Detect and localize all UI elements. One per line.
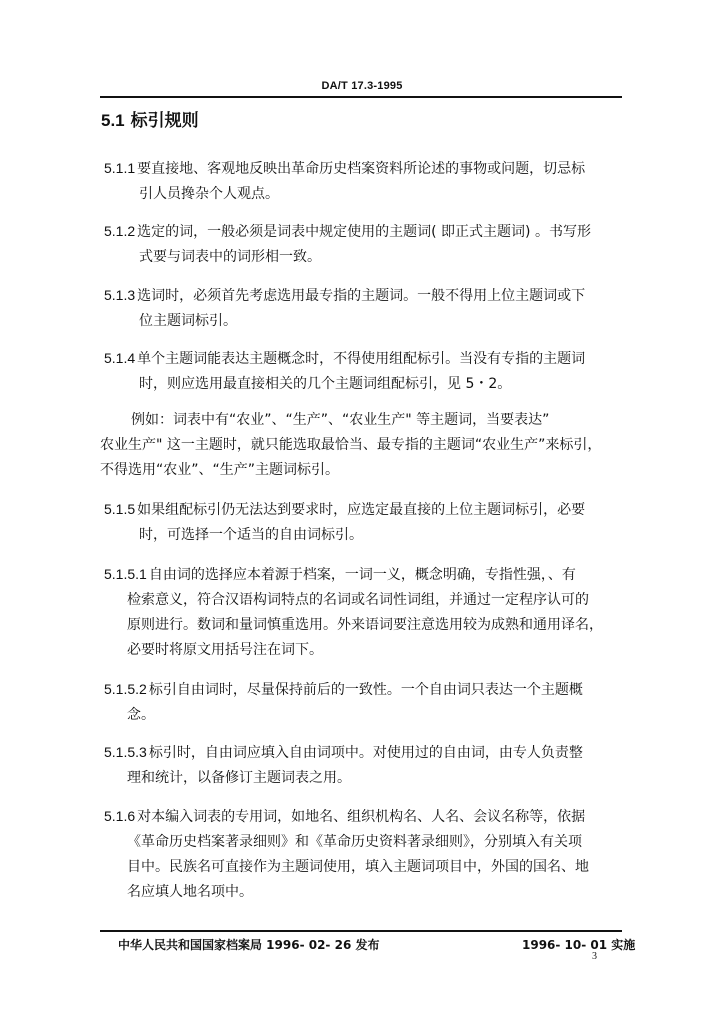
clause-line: 《革命历史档案著录细则》和《革命历史资料著录细则》，分别填入有关项: [127, 834, 582, 850]
clause-number: 5.1.2: [104, 223, 136, 239]
clause-text: 如果组配标引仍无法达到要求时，应选定最直接的上位主题词标引，必要: [137, 502, 586, 518]
clause-5-1-4: [104, 346, 620, 397]
section-title-text: 标引规则: [130, 111, 199, 131]
clause-number: 5.1.3: [104, 287, 136, 303]
clause-line: [104, 346, 620, 372]
clause-line: [104, 219, 620, 245]
example-line: 例如：词表中有“农业”、“生产”、“农业生产" 等主题词，当要表达”: [131, 412, 550, 428]
clause-line: 理和统计，以备修订主题词表之用。: [127, 770, 351, 786]
page-number: 3: [592, 951, 597, 962]
clause-line: [104, 283, 620, 309]
clause-text: 选定的词，一般必须是词表中规定使用的主题词( 即正式主题词) 。书写形: [137, 224, 591, 240]
clause-5-1-5-1: [104, 562, 620, 663]
clause-line: 式要与词表中的词形相一致。: [139, 249, 321, 265]
clause-5-1-6: [104, 804, 620, 905]
clause-number: 5.1.6: [104, 808, 136, 824]
standard-code: DA/T 17.3-1995: [321, 80, 403, 92]
clause-text: 对本编入词表的专用词，如地名、组织机构名、人名、会议名称等，依据: [137, 809, 586, 825]
issue-statement: 中华人民共和国国家档案局 1996- 02- 26 发布: [118, 938, 380, 952]
clause-number: 5.1.4: [104, 350, 136, 366]
clause-line: 时，则应选用最直接相关的几个主题词组配标引，见 5・2。: [139, 376, 512, 392]
clause-number: 5.1.5.2: [104, 681, 147, 697]
example-line: 不得选用“农业”、“生产”主题词标引。: [100, 462, 340, 478]
clause-text: 自由词的选择应本着源于档案，一词一义，概念明确，专指性强，、有: [148, 567, 576, 583]
clause-5-1-5-3: [104, 740, 620, 791]
clause-line: 必要时将原文用括号注在词下。: [127, 642, 323, 658]
clause-line: 名应填人地名项中。: [127, 884, 253, 900]
clause-line: [104, 562, 620, 588]
clause-5-1-5: [104, 497, 620, 548]
section-title: [101, 106, 199, 131]
clause-number: 5.1.1: [104, 160, 136, 176]
example-paragraph: [100, 408, 622, 483]
effective-date: 1996- 10- 01 实施: [522, 938, 636, 952]
clause-text: 标引时，自由词应填入自由词项中。对使用过的自由词，由专人负责整: [148, 745, 583, 761]
clause-text: 标引自由词时，尽量保持前后的一致性。一个自由词只表达一个主题概: [148, 682, 583, 698]
clause-number: 5.1.5.3: [104, 744, 147, 760]
clause-line: 目中。民族名可直接作为主题词使用，填入主题词项目中，外国的国名、地: [127, 859, 589, 875]
header-rule: [100, 96, 622, 98]
clause-line: 引人员搀杂个人观点。: [139, 186, 279, 202]
clause-number: 5.1.5: [104, 501, 136, 517]
clause-line: 原则进行。数词和量词慎重选用。外来语词要注意选用较为成熟和通用译名，: [127, 617, 603, 633]
example-line: 农业生产" 这一主题时，就只能选取最恰当、最专指的主题词“农业生产”来标引，: [100, 437, 602, 453]
clause-line: 时，可选择一个适当的自由词标引。: [139, 527, 363, 543]
clause-line: 检索意义，符合汉语构词特点的名词或名词性词组，并通过一定程序认可的: [127, 592, 589, 608]
clause-line: 念。: [127, 707, 155, 723]
clause-line: [104, 156, 620, 182]
clause-5-1-5-2: [104, 677, 620, 728]
clause-line: 位主题词标引。: [139, 313, 237, 329]
clause-text: 选词时，必须首先考虑选用最专指的主题词。一般不得用上位主题词或下: [137, 288, 586, 304]
clause-5-1-2: [104, 219, 620, 270]
footer-rule: [100, 930, 622, 932]
clause-line: [104, 497, 620, 523]
clause-5-1-3: [104, 283, 620, 334]
clause-line: [104, 740, 620, 766]
clause-number: 5.1.5.1: [104, 566, 147, 582]
clause-line: [104, 677, 620, 703]
clause-text: 要直接地、客观地反映出革命历史档案资料所论述的事物或问题，切忌标: [137, 161, 586, 177]
clause-line: [104, 804, 620, 830]
clause-text: 单个主题词能表达主题概念时，不得使用组配标引。当没有专指的主题词: [137, 351, 586, 367]
section-number: 5.1: [101, 111, 125, 130]
clause-5-1-1: [104, 156, 620, 207]
